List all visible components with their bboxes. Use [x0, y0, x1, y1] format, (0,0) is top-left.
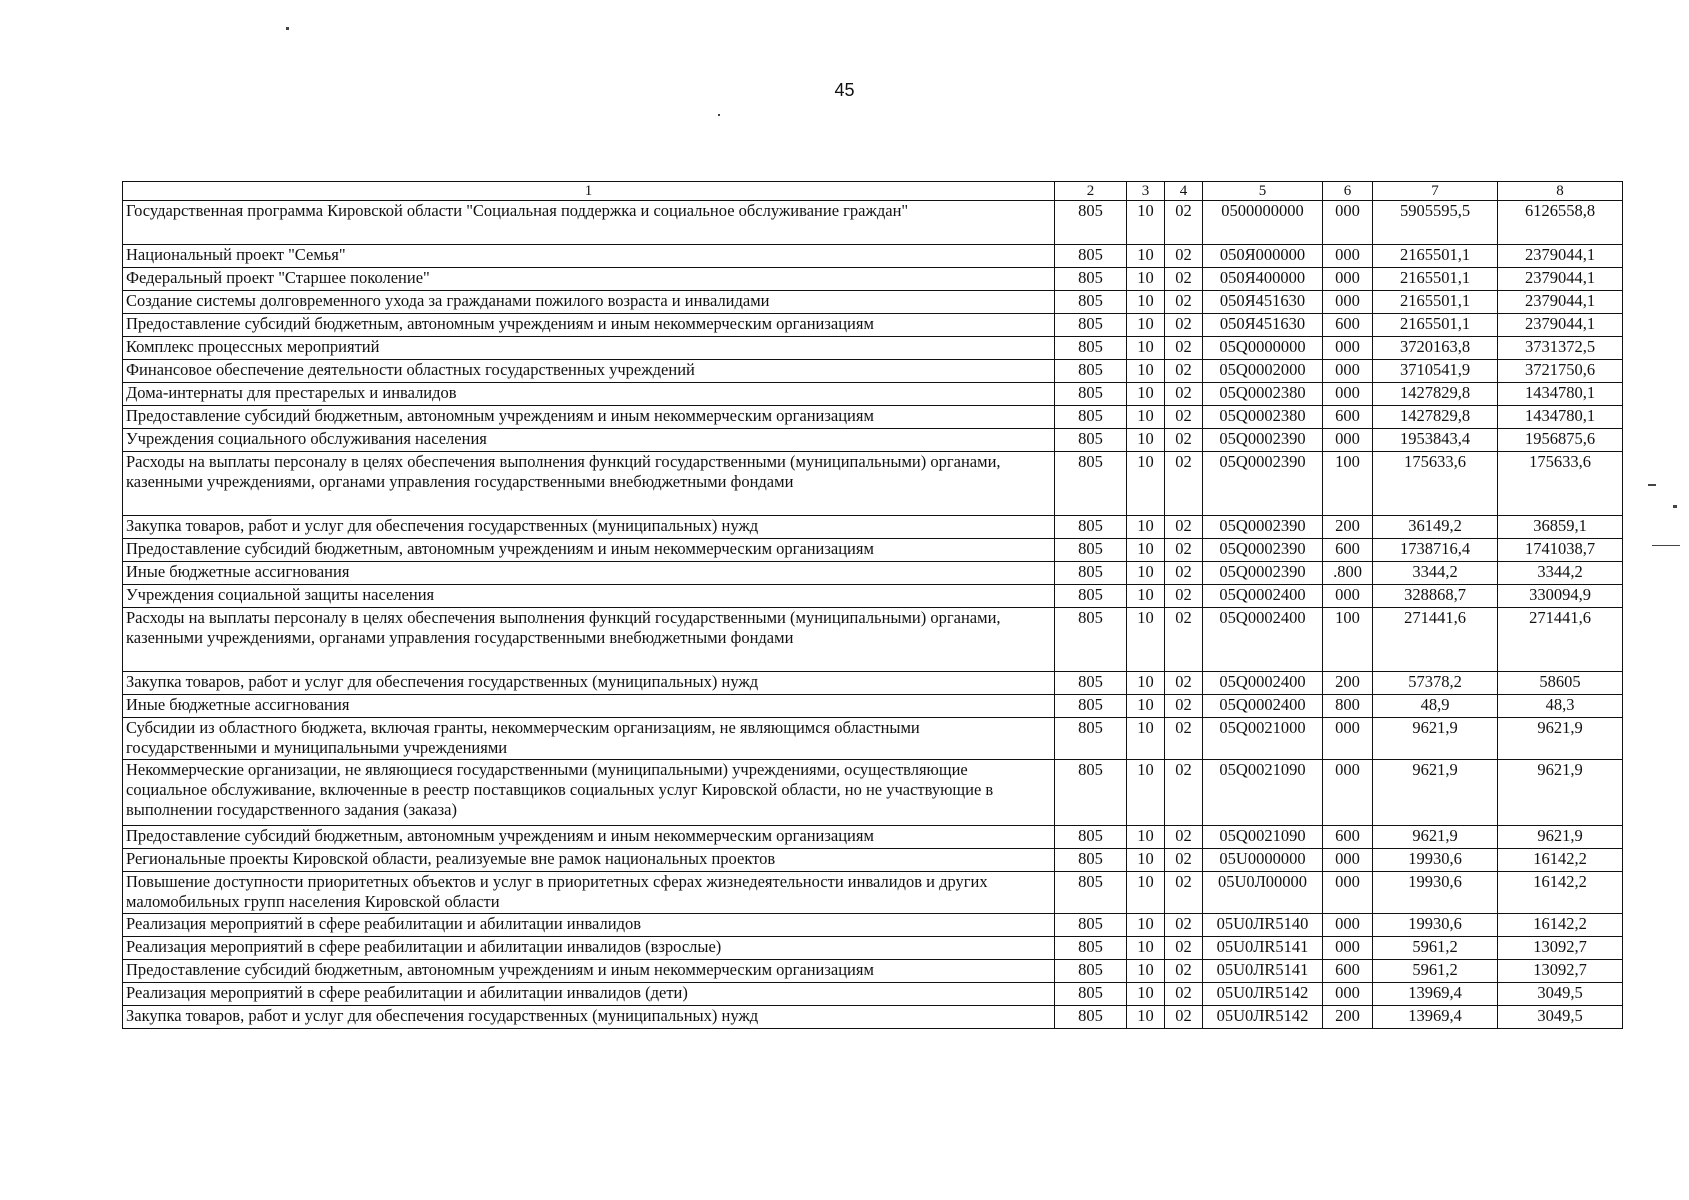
- section-code: 10: [1127, 337, 1165, 360]
- expense-type-code: 000: [1323, 429, 1373, 452]
- amount-year-2: 58605: [1498, 672, 1623, 695]
- row-name: Федеральный проект "Старшее поколение": [123, 268, 1055, 291]
- amount-year-1: 2165501,1: [1373, 245, 1498, 268]
- table-row: [123, 983, 1623, 1006]
- expense-type-code: 600: [1323, 826, 1373, 849]
- table-row: [123, 314, 1623, 337]
- table-row: [123, 452, 1623, 516]
- amount-year-2: 330094,9: [1498, 585, 1623, 608]
- ministry-code: 805: [1055, 826, 1127, 849]
- row-name: Реализация мероприятий в сфере реабилитации и абилитации инвалидов (взрослые): [123, 937, 1055, 960]
- amount-year-1: 1427829,8: [1373, 406, 1498, 429]
- subsection-code: 02: [1165, 1006, 1203, 1029]
- section-code: 10: [1127, 960, 1165, 983]
- subsection-code: 02: [1165, 383, 1203, 406]
- subsection-code: 02: [1165, 937, 1203, 960]
- section-code: 10: [1127, 429, 1165, 452]
- row-name: Региональные проекты Кировской области, реализуемые вне рамок национальных проектов: [123, 849, 1055, 872]
- ministry-code: 805: [1055, 849, 1127, 872]
- row-name: Учреждения социальной защиты населения: [123, 585, 1055, 608]
- subsection-code: 02: [1165, 914, 1203, 937]
- table-row: [123, 695, 1623, 718]
- expense-type-code: 000: [1323, 849, 1373, 872]
- subsection-code: 02: [1165, 760, 1203, 826]
- expense-type-code: 800: [1323, 695, 1373, 718]
- subsection-code: 02: [1165, 562, 1203, 585]
- target-article-code: 05U0ЛR5142: [1203, 1006, 1323, 1029]
- expense-type-code: 100: [1323, 452, 1373, 516]
- table-row: [123, 914, 1623, 937]
- expense-type-code: 000: [1323, 872, 1373, 914]
- amount-year-1: 328868,7: [1373, 585, 1498, 608]
- amount-year-2: 1741038,7: [1498, 539, 1623, 562]
- amount-year-2: 1956875,6: [1498, 429, 1623, 452]
- target-article-code: 05U0ЛR5142: [1203, 983, 1323, 1006]
- expense-type-code: 600: [1323, 406, 1373, 429]
- table-row: [123, 201, 1623, 245]
- section-code: 10: [1127, 562, 1165, 585]
- amount-year-1: 5961,2: [1373, 960, 1498, 983]
- subsection-code: 02: [1165, 872, 1203, 914]
- page-number: 45: [834, 80, 855, 100]
- section-code: 10: [1127, 383, 1165, 406]
- amount-year-1: 175633,6: [1373, 452, 1498, 516]
- target-article-code: 050Я451630: [1203, 314, 1323, 337]
- amount-year-1: 1427829,8: [1373, 383, 1498, 406]
- row-name: Закупка товаров, работ и услуг для обеспечения государственных (муниципальных) нужд: [123, 672, 1055, 695]
- target-article-code: 05Q0002400: [1203, 608, 1323, 672]
- target-article-code: 05Q0002390: [1203, 562, 1323, 585]
- amount-year-2: 271441,6: [1498, 608, 1623, 672]
- budget-table-container: [122, 181, 1622, 1029]
- target-article-code: 05Q0002400: [1203, 672, 1323, 695]
- expense-type-code: 000: [1323, 383, 1373, 406]
- amount-year-1: 48,9: [1373, 695, 1498, 718]
- table-row: [123, 718, 1623, 760]
- row-name: Повышение доступности приоритетных объектов и услуг в приоритетных сферах жизнедеятельности инвалидов и других маломобильных групп населения Кировской области: [123, 872, 1055, 914]
- target-article-code: 050Я000000: [1203, 245, 1323, 268]
- section-code: 10: [1127, 937, 1165, 960]
- amount-year-2: 2379044,1: [1498, 245, 1623, 268]
- amount-year-1: 9621,9: [1373, 718, 1498, 760]
- section-code: 10: [1127, 406, 1165, 429]
- amount-year-2: 3721750,6: [1498, 360, 1623, 383]
- subsection-code: 02: [1165, 201, 1203, 245]
- target-article-code: 05Q0021090: [1203, 826, 1323, 849]
- expense-type-code: 000: [1323, 291, 1373, 314]
- column-number: 3: [1127, 182, 1165, 201]
- amount-year-1: 9621,9: [1373, 760, 1498, 826]
- column-number: 1: [123, 182, 1055, 201]
- ministry-code: 805: [1055, 429, 1127, 452]
- expense-type-code: 000: [1323, 718, 1373, 760]
- subsection-code: 02: [1165, 516, 1203, 539]
- subsection-code: 02: [1165, 960, 1203, 983]
- target-article-code: 05U0ЛR5140: [1203, 914, 1323, 937]
- table-row: [123, 360, 1623, 383]
- row-name: Предоставление субсидий бюджетным, автономным учреждениям и иным некоммерческим организациям: [123, 826, 1055, 849]
- target-article-code: 05Q0021090: [1203, 760, 1323, 826]
- scan-speck: [1673, 505, 1677, 508]
- subsection-code: 02: [1165, 849, 1203, 872]
- ministry-code: 805: [1055, 201, 1127, 245]
- section-code: 10: [1127, 983, 1165, 1006]
- row-name: Предоставление субсидий бюджетным, автономным учреждениям и иным некоммерческим организациям: [123, 539, 1055, 562]
- ministry-code: 805: [1055, 718, 1127, 760]
- amount-year-2: 3049,5: [1498, 983, 1623, 1006]
- amount-year-2: 3344,2: [1498, 562, 1623, 585]
- target-article-code: 05Q0002400: [1203, 585, 1323, 608]
- ministry-code: 805: [1055, 539, 1127, 562]
- section-code: 10: [1127, 516, 1165, 539]
- table-row: [123, 849, 1623, 872]
- section-code: 10: [1127, 314, 1165, 337]
- table-row: [123, 960, 1623, 983]
- scan-speck: [286, 27, 289, 30]
- amount-year-2: 2379044,1: [1498, 291, 1623, 314]
- amount-year-1: 1738716,4: [1373, 539, 1498, 562]
- subsection-code: 02: [1165, 360, 1203, 383]
- row-name: Закупка товаров, работ и услуг для обеспечения государственных (муниципальных) нужд: [123, 1006, 1055, 1029]
- subsection-code: 02: [1165, 268, 1203, 291]
- section-code: 10: [1127, 360, 1165, 383]
- amount-year-1: 271441,6: [1373, 608, 1498, 672]
- target-article-code: 0500000000: [1203, 201, 1323, 245]
- subsection-code: 02: [1165, 672, 1203, 695]
- amount-year-2: 1434780,1: [1498, 406, 1623, 429]
- column-number: 5: [1203, 182, 1323, 201]
- amount-year-2: 9621,9: [1498, 826, 1623, 849]
- amount-year-1: 2165501,1: [1373, 314, 1498, 337]
- ministry-code: 805: [1055, 516, 1127, 539]
- row-name: Расходы на выплаты персоналу в целях обеспечения выполнения функций государственными (муниципальными) органами, казенными учреждениями, органами управления государственными внебюджетными фондами: [123, 608, 1055, 672]
- ministry-code: 805: [1055, 960, 1127, 983]
- amount-year-2: 2379044,1: [1498, 314, 1623, 337]
- row-name: Субсидии из областного бюджета, включая гранты, некоммерческим организациям, не являющимся областными государственными и муниципальными учреждениями: [123, 718, 1055, 760]
- subsection-code: 02: [1165, 452, 1203, 516]
- amount-year-2: 1434780,1: [1498, 383, 1623, 406]
- target-article-code: 05Q0002390: [1203, 429, 1323, 452]
- subsection-code: 02: [1165, 585, 1203, 608]
- row-name: Национальный проект "Семья": [123, 245, 1055, 268]
- row-name: Создание системы долговременного ухода за гражданами пожилого возраста и инвалидами: [123, 291, 1055, 314]
- ministry-code: 805: [1055, 383, 1127, 406]
- amount-year-2: 48,3: [1498, 695, 1623, 718]
- expense-type-code: 000: [1323, 983, 1373, 1006]
- table-row: [123, 826, 1623, 849]
- amount-year-1: 13969,4: [1373, 983, 1498, 1006]
- amount-year-1: 1953843,4: [1373, 429, 1498, 452]
- target-article-code: 05Q0002390: [1203, 539, 1323, 562]
- table-body: [123, 182, 1623, 1029]
- row-name: Расходы на выплаты персоналу в целях обеспечения выполнения функций государственными (муниципальными) органами, казенными учреждениями, органами управления государственными внебюджетными фондами: [123, 452, 1055, 516]
- target-article-code: 05Q0002380: [1203, 406, 1323, 429]
- amount-year-1: 13969,4: [1373, 1006, 1498, 1029]
- expense-type-code: .800: [1323, 562, 1373, 585]
- row-name: Комплекс процессных мероприятий: [123, 337, 1055, 360]
- amount-year-2: 9621,9: [1498, 718, 1623, 760]
- subsection-code: 02: [1165, 291, 1203, 314]
- ministry-code: 805: [1055, 695, 1127, 718]
- expense-type-code: 100: [1323, 608, 1373, 672]
- ministry-code: 805: [1055, 291, 1127, 314]
- expense-type-code: 000: [1323, 201, 1373, 245]
- subsection-code: 02: [1165, 608, 1203, 672]
- expense-type-code: 600: [1323, 539, 1373, 562]
- amount-year-1: 36149,2: [1373, 516, 1498, 539]
- row-name: Реализация мероприятий в сфере реабилитации и абилитации инвалидов: [123, 914, 1055, 937]
- section-code: 10: [1127, 718, 1165, 760]
- amount-year-1: 19930,6: [1373, 849, 1498, 872]
- amount-year-1: 2165501,1: [1373, 291, 1498, 314]
- expense-type-code: 000: [1323, 937, 1373, 960]
- expense-type-code: 000: [1323, 337, 1373, 360]
- ministry-code: 805: [1055, 562, 1127, 585]
- amount-year-1: 5905595,5: [1373, 201, 1498, 245]
- table-row: [123, 337, 1623, 360]
- expense-type-code: 200: [1323, 1006, 1373, 1029]
- expense-type-code: 000: [1323, 360, 1373, 383]
- budget-table: [122, 181, 1623, 1029]
- table-row: [123, 429, 1623, 452]
- table-row: [123, 585, 1623, 608]
- row-name: Реализация мероприятий в сфере реабилитации и абилитации инвалидов (дети): [123, 983, 1055, 1006]
- expense-type-code: 600: [1323, 960, 1373, 983]
- ministry-code: 805: [1055, 672, 1127, 695]
- target-article-code: 05Q0002390: [1203, 516, 1323, 539]
- target-article-code: 05Q0002400: [1203, 695, 1323, 718]
- section-code: 10: [1127, 849, 1165, 872]
- expense-type-code: 600: [1323, 314, 1373, 337]
- table-row: [123, 516, 1623, 539]
- column-number: 2: [1055, 182, 1127, 201]
- target-article-code: 05Q0002000: [1203, 360, 1323, 383]
- table-row: [123, 245, 1623, 268]
- row-name: Предоставление субсидий бюджетным, автономным учреждениям и иным некоммерческим организациям: [123, 406, 1055, 429]
- section-code: 10: [1127, 452, 1165, 516]
- subsection-code: 02: [1165, 983, 1203, 1006]
- amount-year-2: 13092,7: [1498, 937, 1623, 960]
- target-article-code: 05U0000000: [1203, 849, 1323, 872]
- row-name: Предоставление субсидий бюджетным, автономным учреждениям и иным некоммерческим организациям: [123, 314, 1055, 337]
- table-row: [123, 608, 1623, 672]
- subsection-code: 02: [1165, 539, 1203, 562]
- section-code: 10: [1127, 291, 1165, 314]
- expense-type-code: 200: [1323, 516, 1373, 539]
- expense-type-code: 000: [1323, 585, 1373, 608]
- column-number: 4: [1165, 182, 1203, 201]
- table-row: [123, 539, 1623, 562]
- amount-year-2: 9621,9: [1498, 760, 1623, 826]
- ministry-code: 805: [1055, 1006, 1127, 1029]
- amount-year-1: 19930,6: [1373, 914, 1498, 937]
- section-code: 10: [1127, 245, 1165, 268]
- target-article-code: 05Q0002380: [1203, 383, 1323, 406]
- expense-type-code: 200: [1323, 672, 1373, 695]
- ministry-code: 805: [1055, 406, 1127, 429]
- subsection-code: 02: [1165, 695, 1203, 718]
- row-name: Государственная программа Кировской области "Социальная поддержка и социальное обслуживание граждан": [123, 201, 1055, 245]
- ministry-code: 805: [1055, 983, 1127, 1006]
- row-name: Финансовое обеспечение деятельности областных государственных учреждений: [123, 360, 1055, 383]
- column-number: 6: [1323, 182, 1373, 201]
- ministry-code: 805: [1055, 760, 1127, 826]
- amount-year-1: 5961,2: [1373, 937, 1498, 960]
- amount-year-2: 13092,7: [1498, 960, 1623, 983]
- row-name: Дома-интернаты для престарелых и инвалидов: [123, 383, 1055, 406]
- table-row: [123, 760, 1623, 826]
- amount-year-2: 16142,2: [1498, 914, 1623, 937]
- amount-year-2: 6126558,8: [1498, 201, 1623, 245]
- target-article-code: 050Я400000: [1203, 268, 1323, 291]
- amount-year-1: 2165501,1: [1373, 268, 1498, 291]
- expense-type-code: 000: [1323, 245, 1373, 268]
- subsection-code: 02: [1165, 337, 1203, 360]
- expense-type-code: 000: [1323, 760, 1373, 826]
- section-code: 10: [1127, 585, 1165, 608]
- scan-speck: [718, 114, 720, 116]
- ministry-code: 805: [1055, 314, 1127, 337]
- ministry-code: 805: [1055, 452, 1127, 516]
- row-name: Закупка товаров, работ и услуг для обеспечения государственных (муниципальных) нужд: [123, 516, 1055, 539]
- table-row: [123, 937, 1623, 960]
- subsection-code: 02: [1165, 429, 1203, 452]
- row-name: Некоммерческие организации, не являющиеся государственными (муниципальными) учреждениями, осуществляющие социальное обслуживание, включенные в реестр поставщиков социальных услуг Кировской области, но не участвующие в выполнении государственного задания (заказа): [123, 760, 1055, 826]
- target-article-code: 050Я451630: [1203, 291, 1323, 314]
- scan-speck: [1648, 484, 1656, 486]
- table-row: [123, 406, 1623, 429]
- table-row: [123, 268, 1623, 291]
- amount-year-2: 175633,6: [1498, 452, 1623, 516]
- section-code: 10: [1127, 914, 1165, 937]
- subsection-code: 02: [1165, 245, 1203, 268]
- target-article-code: 05Q0021000: [1203, 718, 1323, 760]
- section-code: 10: [1127, 1006, 1165, 1029]
- amount-year-1: 9621,9: [1373, 826, 1498, 849]
- amount-year-1: 3720163,8: [1373, 337, 1498, 360]
- table-row: [123, 872, 1623, 914]
- amount-year-2: 36859,1: [1498, 516, 1623, 539]
- section-code: 10: [1127, 760, 1165, 826]
- subsection-code: 02: [1165, 826, 1203, 849]
- table-row: [123, 291, 1623, 314]
- column-number: 7: [1373, 182, 1498, 201]
- scan-speck: [1652, 545, 1680, 546]
- target-article-code: 05Q0000000: [1203, 337, 1323, 360]
- row-name: Предоставление субсидий бюджетным, автономным учреждениям и иным некоммерческим организациям: [123, 960, 1055, 983]
- target-article-code: 05U0ЛR5141: [1203, 937, 1323, 960]
- ministry-code: 805: [1055, 585, 1127, 608]
- expense-type-code: 000: [1323, 914, 1373, 937]
- ministry-code: 805: [1055, 608, 1127, 672]
- section-code: 10: [1127, 268, 1165, 291]
- amount-year-2: 2379044,1: [1498, 268, 1623, 291]
- subsection-code: 02: [1165, 406, 1203, 429]
- ministry-code: 805: [1055, 268, 1127, 291]
- target-article-code: 05Q0002390: [1203, 452, 1323, 516]
- table-row: [123, 562, 1623, 585]
- amount-year-2: 3049,5: [1498, 1006, 1623, 1029]
- amount-year-1: 3710541,9: [1373, 360, 1498, 383]
- ministry-code: 805: [1055, 360, 1127, 383]
- table-row: [123, 383, 1623, 406]
- table-row: [123, 1006, 1623, 1029]
- row-name: Иные бюджетные ассигнования: [123, 695, 1055, 718]
- amount-year-1: 3344,2: [1373, 562, 1498, 585]
- target-article-code: 05U0ЛR5141: [1203, 960, 1323, 983]
- ministry-code: 805: [1055, 914, 1127, 937]
- amount-year-1: 19930,6: [1373, 872, 1498, 914]
- column-number-row: [123, 182, 1623, 201]
- ministry-code: 805: [1055, 337, 1127, 360]
- subsection-code: 02: [1165, 314, 1203, 337]
- expense-type-code: 000: [1323, 268, 1373, 291]
- section-code: 10: [1127, 672, 1165, 695]
- amount-year-2: 3731372,5: [1498, 337, 1623, 360]
- amount-year-2: 16142,2: [1498, 872, 1623, 914]
- column-number: 8: [1498, 182, 1623, 201]
- target-article-code: 05U0Л00000: [1203, 872, 1323, 914]
- ministry-code: 805: [1055, 937, 1127, 960]
- section-code: 10: [1127, 608, 1165, 672]
- section-code: 10: [1127, 695, 1165, 718]
- table-row: [123, 672, 1623, 695]
- row-name: Учреждения социального обслуживания населения: [123, 429, 1055, 452]
- section-code: 10: [1127, 826, 1165, 849]
- row-name: Иные бюджетные ассигнования: [123, 562, 1055, 585]
- ministry-code: 805: [1055, 872, 1127, 914]
- ministry-code: 805: [1055, 245, 1127, 268]
- section-code: 10: [1127, 201, 1165, 245]
- subsection-code: 02: [1165, 718, 1203, 760]
- section-code: 10: [1127, 539, 1165, 562]
- amount-year-2: 16142,2: [1498, 849, 1623, 872]
- section-code: 10: [1127, 872, 1165, 914]
- amount-year-1: 57378,2: [1373, 672, 1498, 695]
